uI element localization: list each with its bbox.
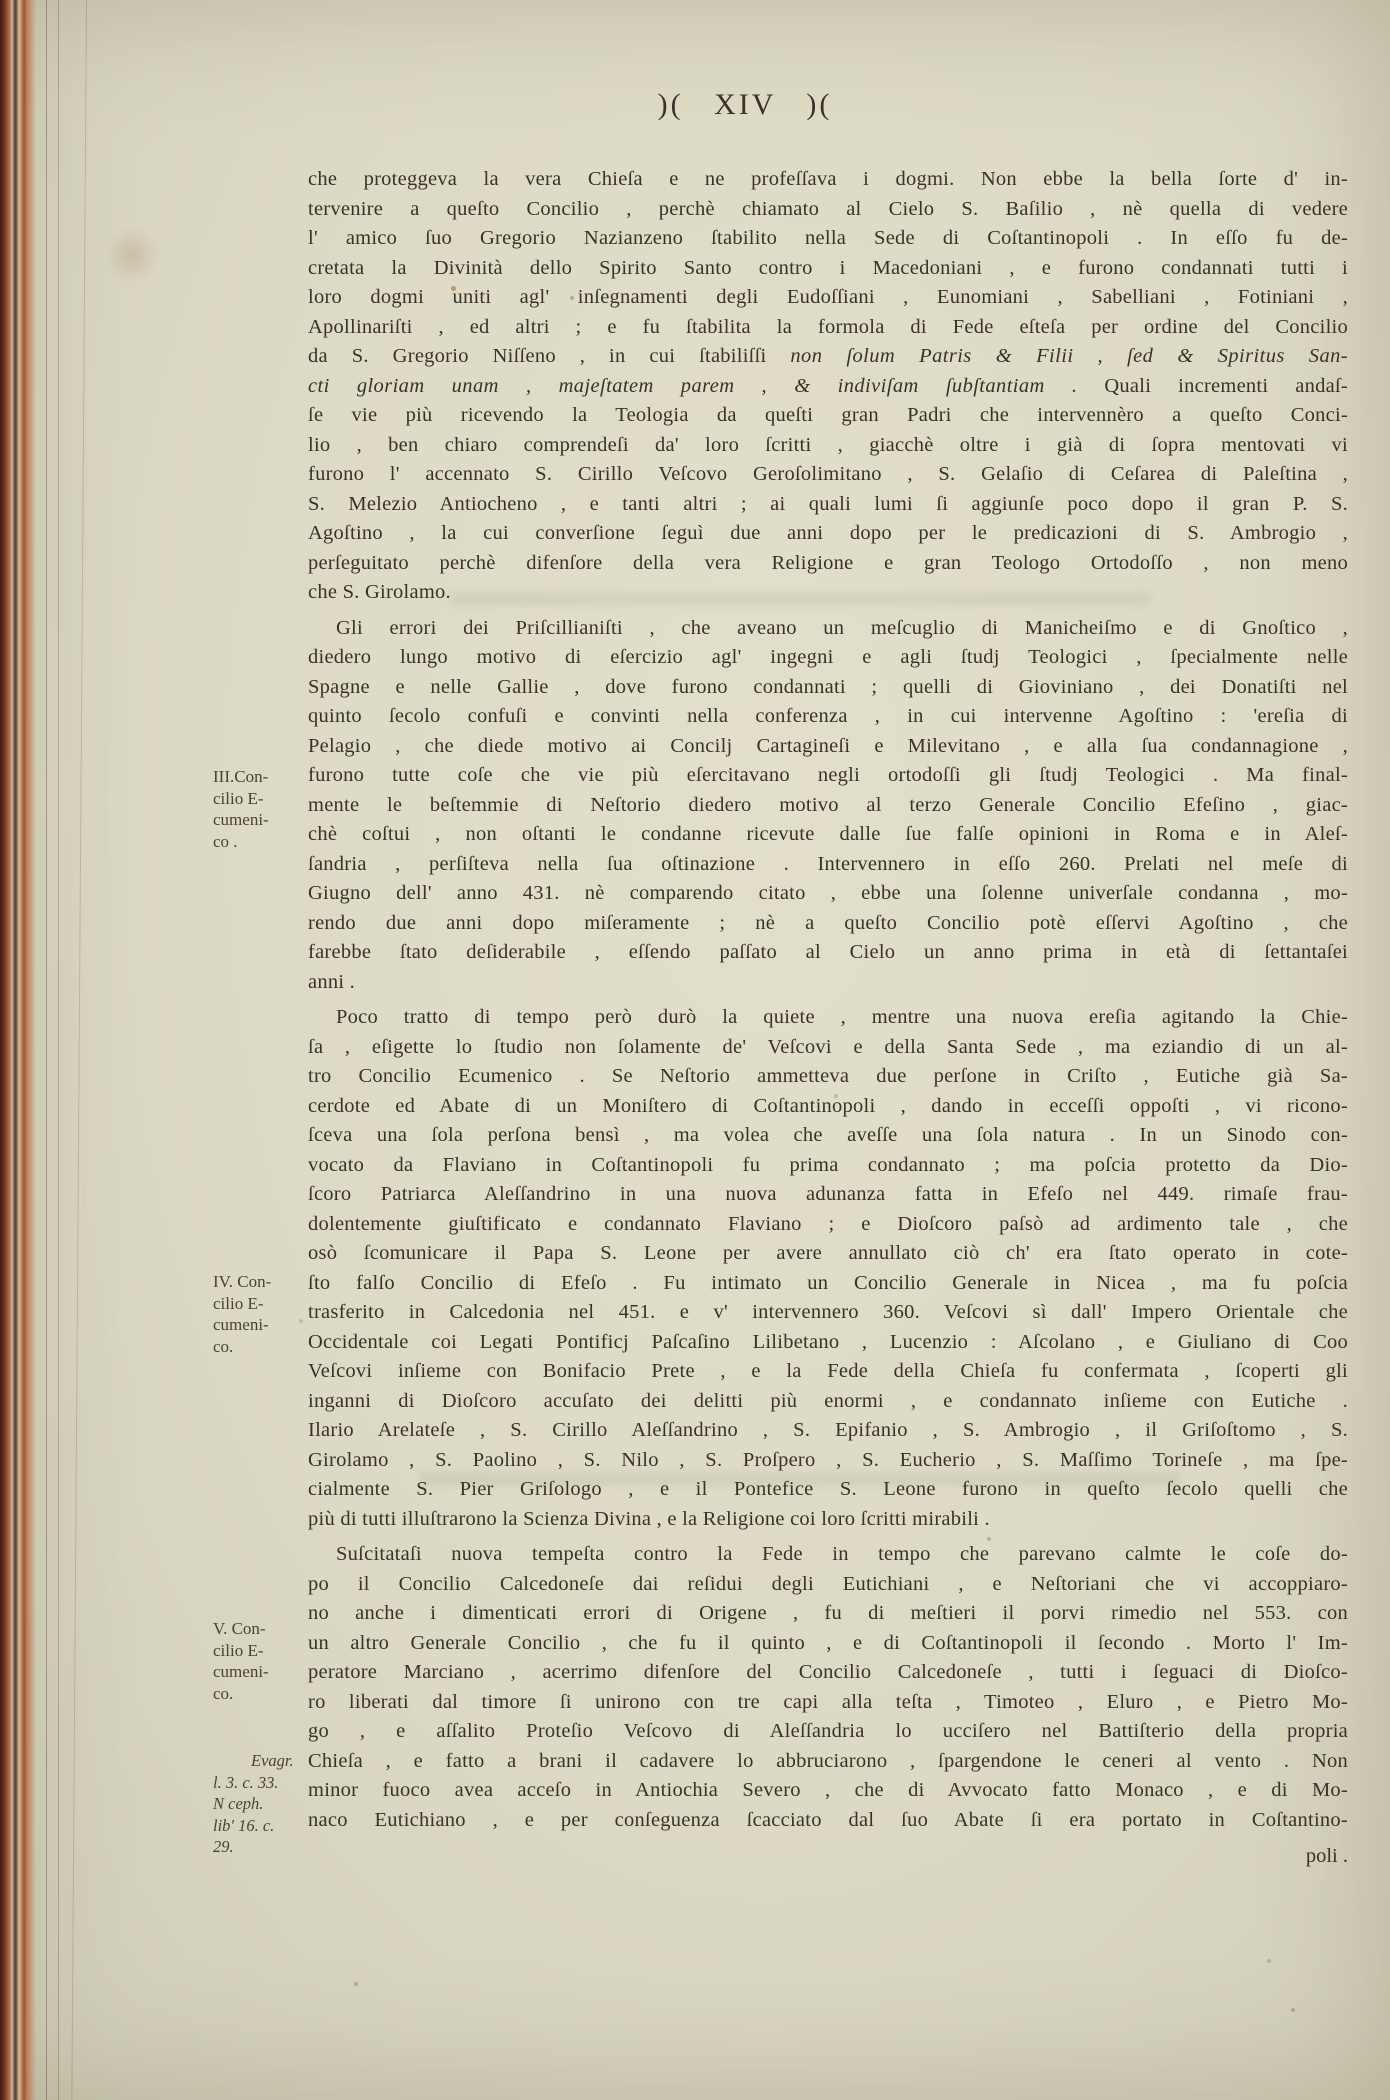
text-line [308, 401, 1348, 431]
roman-text: minor fuoco avea acceſo in Antiochia Severo , che di Avvocato fatto Monaco , e di Mo- [308, 1779, 1348, 1801]
text-line [308, 1629, 1348, 1659]
roman-text: Pelagio , che diede motivo ai Concilj Cartagineſi e Milevitano , e alla ſua condannagione , [308, 734, 1348, 757]
roman-text: da S. Gregorio Niſſeno , in cui ſtabiliſſi [308, 345, 791, 367]
text-line [308, 1747, 1348, 1777]
text-line [308, 643, 1348, 673]
text-line [308, 1599, 1348, 1629]
roman-text: tervenire a queſto Concilio , perchè chiamato al Cielo S. Baſilio , nè quella di vedere [308, 197, 1348, 220]
text-line [308, 165, 1348, 195]
text-line [308, 1387, 1348, 1417]
margin-note-line: cilio E- [213, 1640, 264, 1660]
roman-text: Apollinariſti , ed altri ; e fu ſtabilita la formola di Fede eſteſa per ordine del Concilio [308, 315, 1348, 338]
roman-text: po il Concilio Calcedoneſe dai reſidui degli Eutichiani , e Neſtoriani che vi accoppiaro- [308, 1572, 1348, 1595]
text-line [308, 1269, 1348, 1299]
roman-text: diedero lungo motivo di eſercizio agl' ingegni e agli ſtudj Teologici , ſpecialmente nelle [308, 646, 1348, 668]
text-line [308, 1540, 1348, 1570]
text-line [308, 761, 1348, 791]
roman-text: lio , ben chiaro comprendeſi da' loro ſcritti , giacchè oltre i già di ſopra mentovati vi [308, 433, 1348, 456]
text-line [308, 1239, 1348, 1269]
roman-text: naco Eutichiano , e per conſeguenza ſcacciato dal ſuo Abate ſi era portato in Coſtantino- [308, 1808, 1348, 1831]
roman-text: Suſcitataſi nuova tempeſta contro la Fede in tempo che parevano calmte le coſe do- [336, 1543, 1348, 1565]
roman-text: ſe vie più ricevendo la Teologia da queſti gran Padri che intervennèro a queſto Conci- [308, 404, 1348, 426]
roman-text: cretata la Divinità dello Spirito Santo contro i Macedoniani , e furono condannati tutti i [308, 256, 1348, 279]
text-line [308, 732, 1348, 762]
text-line [308, 1180, 1348, 1210]
roman-text: un altro Generale Concilio , che fu il quinto , e di Coſtantinopoli il ſecondo . Morto l' Im- [308, 1631, 1348, 1654]
text-line [308, 1570, 1348, 1600]
roman-text: più di tutti illuſtrarono la Scienza Divina , e la Religione coi loro ſcritti mirabili . [308, 1507, 990, 1530]
margin-note-line: cilio E- [213, 1293, 264, 1313]
paragraph [308, 1003, 1348, 1534]
text-line [308, 372, 1348, 402]
text-line [308, 224, 1348, 254]
roman-text: l' amico ſuo Gregorio Nazianzeno ſtabilito nella Sede di Coſtantinopoli . In eſſo fu de- [308, 227, 1348, 249]
margin-note-council [213, 1618, 313, 1704]
roman-text: Gli errori dei Priſcillianiſti , che aveano un meſcuglio di Manicheiſmo e di Gnoſtico , [336, 616, 1348, 639]
roman-text: Spagne e nelle Gallie , dove furono condannati ; quelli di Gioviniano , dei Donatiſti nel [308, 675, 1348, 698]
text-line [308, 1092, 1348, 1122]
margin-note-line: cumeni- [213, 1662, 269, 1681]
roman-text: cialmente S. Pier Griſologo , e il Pontefice S. Leone furono in queſto ſecolo quelli che [308, 1478, 1348, 1500]
roman-text: trasferito in Calcedonia nel 451. e v' intervennero 360. Veſcovi sì dall' Impero Orientale che [308, 1301, 1348, 1323]
paper-stain [105, 225, 160, 285]
text-line [308, 1003, 1348, 1033]
paragraph [308, 165, 1348, 608]
margin-note-line: Evagr. [251, 1751, 294, 1770]
text-line [308, 1298, 1348, 1328]
margin-note-line: cumeni- [213, 810, 269, 829]
margin-note-line: cilio E- [213, 788, 264, 808]
roman-text: osò ſcomunicare il Papa S. Leone per avere annullato ciò ch' era ſtato operato in cote- [308, 1242, 1348, 1264]
roman-text: farebbe ſtato deſiderabile , eſſendo paſſato al Cielo un anno prima in età di ſettantaſei [308, 941, 1348, 963]
text-line [308, 283, 1348, 313]
margin-note-line: co. [213, 1336, 234, 1356]
text-line [308, 195, 1348, 225]
roman-text: ro liberati dal timore ſi unirono con tre capi alla teſta , Timoteo , Eluro , e Pietro Mo- [308, 1690, 1348, 1713]
text-line [308, 820, 1348, 850]
text-line [308, 1033, 1348, 1063]
paragraph [308, 1540, 1348, 1835]
text-line [308, 968, 1348, 998]
roman-text: cerdote ed Abate di un Moniſtero di Coſtantinopoli , dando in ecceſſi oppoſti , vi ricono- [308, 1094, 1348, 1117]
roman-text: Chieſa , e fatto a brani il cadavere lo abbruciarono , ſpargendone le ceneri al vento . Non [308, 1749, 1348, 1772]
text-line [308, 490, 1348, 520]
text-line [308, 313, 1348, 343]
roman-text: chè coſtui , non oſtanti le condanne ricevute dalle ſue falſe opinioni in Roma e in Aleſ- [308, 823, 1348, 845]
roman-text: Ilario Arelateſe , S. Cirillo Aleſſandrino , S. Epifanio , S. Ambrogio , il Griſoſtomo , S. [308, 1419, 1348, 1441]
text-line [308, 1658, 1348, 1688]
text-line [308, 909, 1348, 939]
margin-note-line: IV. Con- [213, 1272, 272, 1291]
text-line [308, 342, 1348, 372]
roman-text: ſto falſo Concilio di Efeſo . Fu intimato un Concilio Generale in Nicea , ma fu poſcia [308, 1271, 1348, 1294]
margin-note-council [213, 1271, 313, 1357]
roman-text: ſa , eſigette lo ſtudio non ſolamente de' Veſcovi e della Santa Sede , ma eziandio di un al- [308, 1035, 1348, 1058]
text-line [308, 578, 1348, 608]
text-line [308, 1446, 1348, 1476]
roman-text: quinto ſecolo confuſi e convinti nella conferenza , in cui intervenne Agoſtino : 'ereſia di [308, 705, 1348, 727]
text-line [308, 850, 1348, 880]
roman-text: go , e aſſalito Proteſio Veſcovo di Aleſſandria lo ucciſero nel Battiſterio della propria [308, 1720, 1348, 1742]
roman-text: Veſcovi inſieme con Bonifacio Prete , e la Fede della Chieſa fu confermata , ſcoperti gli [308, 1360, 1348, 1382]
margin-note-citation [213, 1750, 313, 1858]
text-line [308, 673, 1348, 703]
text-line [308, 879, 1348, 909]
roman-text: furono l' accennato S. Cirillo Veſcovo Geroſolimitano , S. Gelaſio di Ceſarea di Paleſtina , [308, 463, 1348, 485]
roman-text: mente le beſtemmie di Neſtorio diedero motivo al terzo Generale Concilio Efeſino , giac- [308, 793, 1348, 816]
roman-text: dolentemente giuſtificato e condannato Flaviano ; e Dioſcoro paſsò ad ardimento tale , che [308, 1212, 1348, 1235]
catchword: poli . [1305, 1845, 1348, 1867]
roman-text: furono tutte coſe che vie più eſercitavano negli ortodoſſi gli ſtudj Teologici . Ma final- [308, 764, 1348, 786]
text-line [308, 1151, 1348, 1181]
text-line [308, 791, 1348, 821]
roman-text: ſandria , perſiſteva nella ſua oſtinazione . Intervennero in eſſo 260. Prelati nel meſe di [308, 852, 1348, 875]
margin-note-line: co . [213, 831, 238, 851]
margin-note-line: V. Con- [213, 1619, 266, 1638]
text-line [308, 254, 1348, 284]
italic-text: cti gloriam unam , majeſtatem parem , & indiviſam ſubſtantiam . [308, 374, 1078, 397]
text-line [308, 938, 1348, 968]
binding-edge [0, 0, 36, 2100]
roman-text: vocato da Flaviano in Coſtantinopoli fu prima condannato ; ma poſcia protetto da Dio- [308, 1153, 1348, 1176]
roman-text: inganni di Dioſcoro accuſato dei delitti più enormi , e condannato inſieme con Eutiche . [308, 1389, 1348, 1412]
margin-note-line: 29. [213, 1837, 234, 1856]
text-line [308, 1505, 1348, 1535]
margin-note-line: III.Con- [213, 767, 269, 786]
text-line [308, 519, 1348, 549]
margin-note-line: cumeni- [213, 1315, 269, 1334]
paragraph [308, 614, 1348, 998]
roman-text: Agoſtino , la cui converſione ſeguì due anni dopo per le predicazioni di S. Ambrogio , [308, 522, 1348, 544]
roman-text: Giugno dell' anno 431. nè comparendo citato , ebbe una ſolenne univerſale condanna , mo- [308, 882, 1348, 904]
text-line [308, 614, 1348, 644]
roman-text: perſeguitato perchè difenſore della vera Religione e gran Teologo Ortodoſſo , non meno [308, 551, 1348, 574]
roman-text: tro Concilio Ecumenico . Se Neſtorio ammetteva due perſone in Criſto , Eutiche già Sa- [308, 1065, 1348, 1087]
text-line [308, 549, 1348, 579]
page-edge-line [71, 0, 87, 2100]
roman-text: ſceva una ſola perſona bensì , ma volea che aveſſe una ſola natura . In un Sinodo con- [308, 1124, 1348, 1146]
margin-note-line: N ceph. [213, 1794, 264, 1813]
margin-note-line: co. [213, 1683, 234, 1703]
text-line [308, 1776, 1348, 1806]
text-line [308, 1121, 1348, 1151]
roman-text: ſcoro Patriarca Aleſſandrino in una nuova adunanza fatta in Efeſo nel 449. rimaſe frau- [308, 1183, 1348, 1205]
text-line [308, 1416, 1348, 1446]
roman-text: S. Melezio Antiocheno , e tanti altri ; ai quali lumi ſi aggiunſe poco dopo il gran P. S. [308, 492, 1348, 515]
roman-text: rendo due anni dopo miſeramente ; nè a queſto Concilio potè eſſervi Agoſtino , che [308, 911, 1348, 934]
text-line [308, 460, 1348, 490]
roman-text: Occidentale coi Legati Pontificj Paſcaſino Lilibetano , Lucenzio : Aſcolano , e Giuliano di Coo [308, 1330, 1348, 1353]
roman-text: peratore Marciano , acerrimo difenſore del Concilio Calcedoneſe , tutti i ſeguaci di Dioſco- [308, 1661, 1348, 1683]
roman-text: che proteggeva la vera Chieſa e ne profeſſava i dogmi. Non ebbe la bella ſorte d' in- [308, 168, 1348, 190]
text-line [308, 1475, 1348, 1505]
text-line [308, 431, 1348, 461]
text-line [308, 1357, 1348, 1387]
page-number-header: )( XIV )( [657, 88, 833, 121]
italic-text: non ſolum Patris & Filii , ſed & Spiritus San- [790, 345, 1348, 367]
text-line [308, 1328, 1348, 1358]
margin-note-line: l. 3. c. 33. [213, 1772, 279, 1792]
text-line [308, 702, 1348, 732]
margin-note-council [213, 766, 313, 852]
roman-text: Quali incrementi andaſ- [1077, 374, 1348, 397]
roman-text: Poco tratto di tempo però durò la quiete , mentre una nuova ereſia agitando la Chie- [336, 1006, 1348, 1028]
text-line [308, 1062, 1348, 1092]
text-line [308, 1210, 1348, 1240]
roman-text: che S. Girolamo. [308, 581, 451, 603]
body-column [308, 165, 1348, 1835]
text-line [308, 1717, 1348, 1747]
roman-text: anni . [308, 970, 356, 993]
page-edge-line [58, 0, 59, 2100]
roman-text: no anche i dimenticati errori di Origene , fu di meſtieri il porvi rimedio nel 553. con [308, 1602, 1348, 1624]
text-line [308, 1806, 1348, 1836]
roman-text: loro dogmi uniti agl' inſegnamenti degli Eudoſſiani , Eunomiani , Sabelliani , Fotiniani , [308, 286, 1348, 308]
roman-text: Girolamo , S. Paolino , S. Nilo , S. Proſpero , S. Eucherio , S. Maſſimo Torineſe , ma ſpe- [308, 1448, 1348, 1471]
page-edge-line [46, 0, 47, 2100]
text-line [308, 1688, 1348, 1718]
margin-note-line: lib' 16. c. [213, 1815, 275, 1835]
paper-specks [0, 0, 2, 2]
